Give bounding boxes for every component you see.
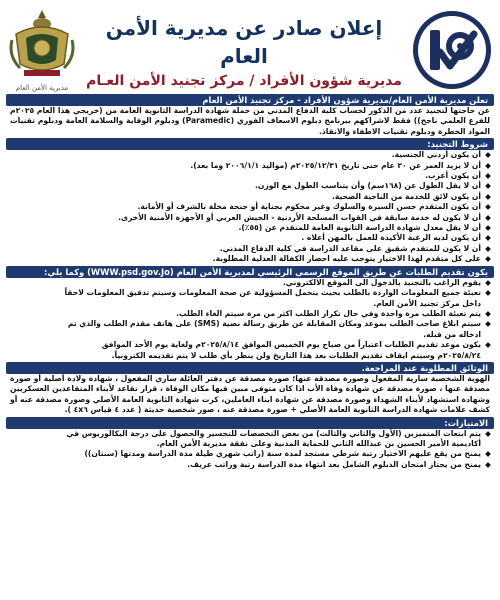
- list-item: سيتم ابلاغ صاحب الطلب بموعد ومكان المقابلة عن طريق رسالة نصية (SMS) على هاتف مقدم الطلب والذي تم: [10, 319, 490, 329]
- apply-heading-text: يكون تقديم الطلبات عن طريق الموقع الرسمي الرئيسي لمديرية الأمن العام: [176, 266, 488, 277]
- list-item: أن لا يزيد العمر عن ٢٠ عام حتى تاريخ ٢٠٢٥/١٢/٣١م (مواليد ٢٠٠٦/١/١ وما بعد).: [10, 161, 490, 171]
- intro-text: عن حاجتها لتجنيد عدد من الذكور لحساب كلية الدفاع المدني من حملة شهادة الدراسة الثانوية العامة من (خريجي هذا العام ٢٠٢٥م للفرع العلمي ناجح)) فقط لاشراكهم ببرنامج دبلوم الاسعاف الفوري (Paramedic) ودبلوم الوقاية والسلامة العامة ودبلوم تقنيات المواد الخطرة ودبلوم تقنيات الاطفاء والانقاذ.: [10, 106, 490, 136]
- documents-text: الهوية الشخصية سارية المفعول وصورة مصدقة عنها؛ صورة مصدقة عن دفتر العائلة ساري المفعول ، شهادة ولادة أصلية أو صورة مصدقة عنها ، صورة مصدقة عن شهادة وفاة الأب اذا كان متوفى مبين فيها مكان الوفاة ، قرار تقاعد لأبناء المتقاعدين العسكريين وشهادة استشهاد لأبناء الشهداء وصورة مصدقة عن شهادة ابناء العاملين، كرت شهادة الثانوية العامة الأصلي وصورة مصدقة عنه أو كشف علامات شهادة الدراسة الثانوية العامة الأصلي + صورة مصدقة عنه ، صور شخصية حديثة ( عدد ٤ قياس ٤x٦ ).: [10, 373, 490, 415]
- privileges-heading: الامتيازات:: [6, 417, 494, 429]
- page-subtitle: مديرية شؤون الأفراد / مركز تجنيد الأمن العـام: [86, 73, 402, 89]
- list-item: على كل متقدم لهذا الاختيار يتوجب عليه احضار الكفالة العدلية المطلوبة.: [10, 254, 490, 264]
- apply-heading-suffix: وكما يلي:: [44, 266, 85, 277]
- psd-logo-icon: [410, 8, 494, 92]
- documents-heading: الوثائق المطلوبة عند المراجعة.: [6, 362, 494, 374]
- title-block: [84, 14, 404, 92]
- list-item: أن يكون لديه الرغبة الأكيدة للعمل بالمهن أعلاه .: [10, 233, 490, 243]
- list-item: يكون موعد تقديم الطلبات اعتباراً من صباح يوم الخميس الموافق ٢٠٢٥/٨/١٤م ولغاية يوم الأحد الموافق: [10, 340, 490, 350]
- list-item: يقوم الراغب بالتجنيد بالدخول الى الموقع الالكتروني.: [10, 278, 490, 288]
- list-item: يتم ابتعاث المتميزين (الأول والثاني والثالث) من بعض التخصصات للتجسير والحصول على درجة البكالوريوس في: [10, 429, 490, 439]
- website-link[interactable]: (WWW.psd.gov.Jo): [87, 266, 174, 277]
- announcement-body: [0, 93, 500, 600]
- list-item-continuation: أكاديمية الأمير الحسين بن عبدالله الثاني للحماية المدنية وعلى نفقة مديرية الأمن العام.: [156, 438, 481, 448]
- list-item-continuation: ٢٠٢٥/٨/٢٤م وسيتم ايقاف تقديم الطلبات بعد هذا التاريخ ولن ينظر بأي طلب لا يتم تقديمه الكترونياً.: [111, 350, 481, 360]
- psd-logo: [410, 8, 494, 92]
- list-item: أن يكون المتقدم حسن السيرة والسلوك وغير محكوم بجناية أو جنحة مخلة بالشرف أو الأمانة.: [10, 202, 490, 212]
- crest-icon: [6, 4, 78, 82]
- list-item: أن يكون أعزب.: [10, 171, 490, 181]
- apply-heading: [6, 266, 494, 278]
- announcement-header: [0, 0, 500, 92]
- list-item: أن لا يكون له خدمة سابقة في القوات المسلحة الأردنية - الجيش العربي أو الأجهزة الأمنية الأخرى.: [10, 213, 490, 223]
- page-title: إعلان صادر عن مديرية الأمن العام: [105, 16, 383, 68]
- list-item: تعبئة جميع المعلومات الواردة بالطلب بحيث يتحمل المسؤولية عن صحة المعلومات وسيتم تدقيق المعلومات لاحقاً: [10, 288, 490, 298]
- list-item: يتم تعبئة الطلب مرة واحدة وفي حال تكرار الطلب اكثر من مرة سيتم الغاء الطلب.: [10, 309, 490, 319]
- list-item: يمنح من يقع عليهم الاختيار رتبة شرطي مستجد لمدة سنة (راتب شهري طيلة مدة الدراسة ومدتها (سنتان)): [10, 449, 490, 459]
- list-item: أن لا يقل الطول عن (١٦٨سم) وأن يتناسب الطول مع الوزن.: [10, 181, 490, 191]
- list-item-continuation: داخل مركز تجنيد الأمن العام.: [373, 298, 481, 308]
- conditions-list: [0, 150, 500, 264]
- list-item-continuation: ادخاله من قبله.: [423, 329, 481, 339]
- list-item: أن يكون لائق للخدمة من الناحية الصحية.: [10, 192, 490, 202]
- intro-heading: تعلن مديرية الأمن العام/مديرية شؤون الأفراد - مركز تجنيد الأمن العام: [6, 94, 494, 106]
- apply-list: [0, 278, 500, 361]
- list-item: أن لا يكون للمتقدم شقيق على مقاعد الدراسة في كلية الدفاع المدني.: [10, 244, 490, 254]
- conditions-heading: شروط التجنيد:: [6, 138, 494, 150]
- crest-caption: مديرية الأمن العام: [15, 84, 69, 92]
- list-item: أن يكون أردني الجنسية.: [10, 150, 490, 160]
- list-item: أن لا يقل معدل شهادة الدراسة الثانوية العامة للمتقدم عن (٥٥٪).: [10, 223, 490, 233]
- list-item: يمنح من يجتاز امتحان الدبلوم الشامل بعد انتهاء مدة الدراسة رتبة وراتب عريف.: [10, 460, 490, 470]
- security-crest: [6, 4, 78, 92]
- privileges-list: [0, 429, 500, 471]
